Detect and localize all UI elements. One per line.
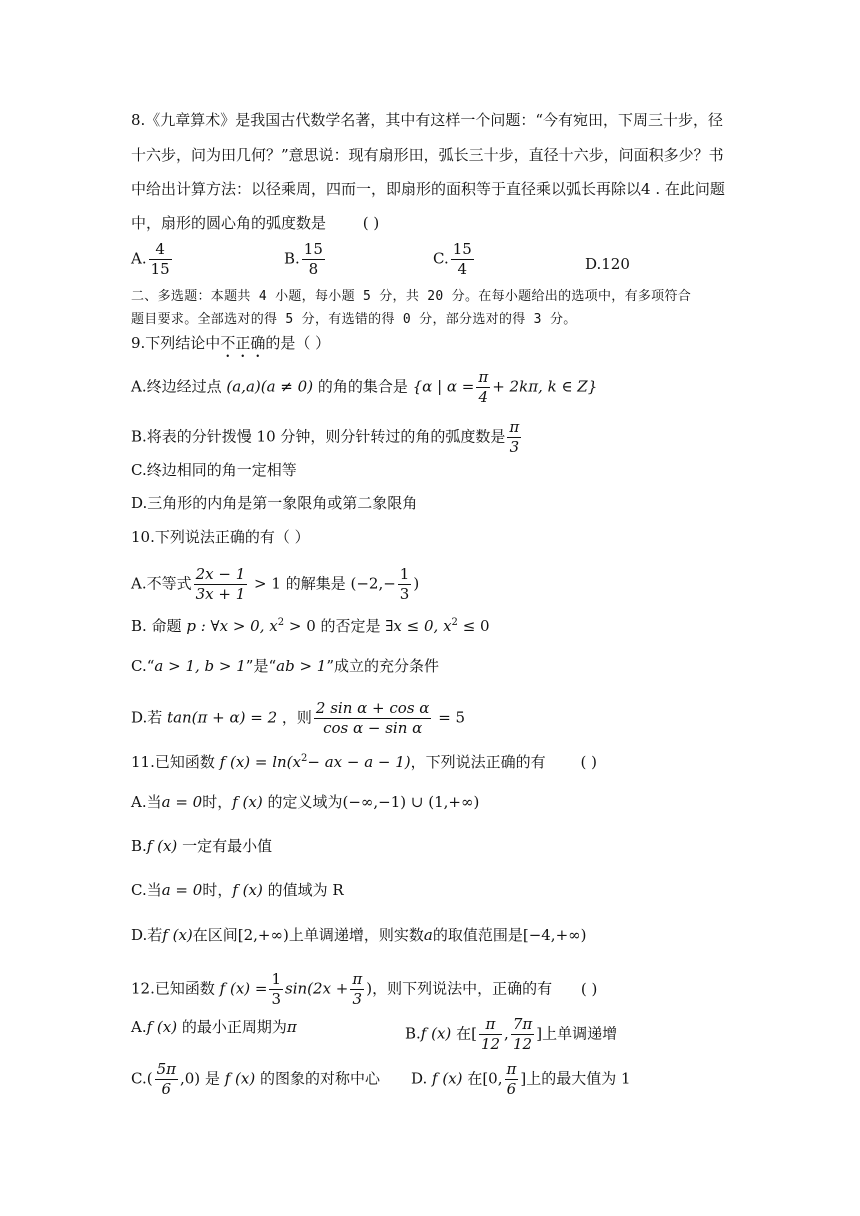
denominator: 12 — [480, 1035, 501, 1053]
text: A. — [131, 1018, 147, 1036]
text: 的取值范围是 — [432, 926, 523, 944]
denominator: 3 — [271, 990, 282, 1008]
answer-paren: ( ) — [580, 753, 597, 771]
text: A.不等式 — [131, 574, 192, 593]
numerator: 2x − 1 — [195, 565, 246, 583]
text: D.若 — [131, 926, 163, 944]
q8-line1: 8.《九章算术》是我国古代数学名著，其中有这样一个问题：“今有宛田，下周三十步，径 — [131, 111, 723, 129]
numerator: 7π — [512, 1015, 533, 1033]
text: D.若 — [131, 708, 163, 727]
text: 12.已知函数 — [131, 979, 215, 998]
math: f (x) — [146, 1018, 178, 1036]
text: 上的最大值为 1 — [526, 1069, 631, 1088]
q8-option-c — [433, 242, 476, 277]
text: ，下列说法正确的有 — [410, 753, 546, 771]
text: A.当 — [131, 793, 162, 811]
text: 在区间 — [192, 926, 238, 944]
math: p : ∀x > 0, x — [186, 617, 278, 635]
q9-stem-a: 9.下列结论中 — [131, 334, 221, 352]
numerator: 4 — [155, 240, 165, 258]
text: C.当 — [131, 881, 162, 899]
math: f (x) — [146, 837, 178, 855]
math: [2,+∞) — [237, 926, 289, 944]
q9-option-c: C.终边相同的角一定相等 — [131, 461, 297, 479]
math: ) — [366, 979, 373, 998]
math: tan(π + α) = 2 — [167, 708, 278, 727]
math: [−4,+∞) — [522, 926, 587, 944]
math: f (x) — [162, 926, 193, 944]
text: ”是“ — [245, 657, 277, 675]
math: f (x) = — [219, 979, 268, 998]
denominator: 8 — [302, 259, 325, 277]
math: f (x) — [420, 1024, 452, 1043]
section-heading-line2: 题目要求。全部选对的得 5 分，有选错的得 0 分，部分选对的得 3 分。 — [131, 312, 577, 327]
q8-line4-text: 中，扇形的圆心角的弧度数是 — [131, 214, 327, 232]
denominator: 6 — [505, 1079, 519, 1097]
fraction — [479, 1017, 502, 1052]
text: > 0 的否定是 — [288, 617, 381, 635]
math: (−2,− — [350, 574, 396, 593]
fraction — [302, 242, 325, 277]
q12-stem — [131, 972, 597, 1007]
math: ab > 1 — [276, 657, 327, 675]
denominator: cos α − sin α — [314, 718, 432, 736]
math: [0, — [482, 1069, 503, 1088]
text: 一定有最小值 — [182, 837, 273, 855]
numerator: 15 — [452, 240, 472, 258]
fraction — [505, 1062, 519, 1097]
option-label: B. — [284, 249, 300, 268]
math: f (x) — [432, 1069, 463, 1088]
fraction — [155, 1062, 178, 1097]
math: − ax − a − 1) — [307, 753, 411, 771]
q8-option-a — [131, 242, 174, 277]
math: {α | α = — [412, 377, 475, 396]
denominator: 3 — [350, 989, 364, 1007]
fraction — [398, 567, 412, 602]
q8-option-d: D.120 — [585, 255, 630, 273]
q9-stem-b: 的是（ ） — [265, 334, 331, 352]
q9-stem — [131, 333, 330, 361]
numerator: 1 — [399, 565, 410, 583]
fraction — [269, 972, 283, 1007]
text: ，则下列说法中，正确的有 — [372, 979, 553, 998]
fraction — [350, 972, 364, 1007]
q11-option-b — [131, 836, 272, 856]
q12-option-b: B.f (x) 在[ $\frac{\pi}{12}$ , $\frac{7\pi}{12}$ ]上单调递增 — [405, 1015, 618, 1053]
q12-option-c — [131, 1062, 380, 1097]
q10-option-b: B. 命题 p : ∀x > 0, $x^2 > 0$ 的否定是 ∃x ≤ 0, $x^2 \le 0$ — [131, 617, 490, 635]
q10-stem: 10.下列说法正确的有（ ） — [131, 528, 310, 546]
q9-option-a — [131, 370, 597, 405]
text: D. — [411, 1069, 428, 1088]
math: ) — [413, 574, 420, 593]
denominator: 15 — [150, 260, 170, 278]
math: + 2kπ, k ∈ Z} — [492, 377, 598, 396]
fraction — [451, 242, 474, 277]
text: 的定义域为 — [267, 793, 343, 811]
answer-paren: ( ) — [362, 214, 380, 232]
q10-option-a — [131, 567, 419, 602]
math: f (x) — [224, 1069, 256, 1088]
denominator: 3 — [507, 437, 521, 455]
numerator: π — [509, 418, 520, 436]
q8-line3: 中给出计算方法：以径乘周，四而一，即扇形的面积等于直径乘以弧长再除以4 . 在此问题 — [131, 180, 725, 198]
text: 的图象的对称中心 — [260, 1069, 381, 1088]
q10-option-c — [131, 656, 439, 676]
math: ] — [536, 1024, 543, 1043]
text: 时， — [202, 881, 233, 899]
option-label: A. — [131, 249, 147, 268]
math: a = 0 — [161, 793, 203, 811]
text: 时， — [202, 793, 233, 811]
text: 在 — [456, 1024, 472, 1043]
q11-option-d — [131, 925, 587, 945]
text: C.“ — [131, 657, 155, 675]
numerator: π — [485, 1015, 496, 1033]
math: ] — [520, 1069, 527, 1088]
q11-stem: 11.已知函数 f $(x) = \ln(x^2-$ ax − a − 1)，下列说法正确的有 ( ) — [131, 753, 597, 771]
math: f (x) — [232, 881, 263, 899]
option-label: C. — [433, 249, 449, 268]
text: B.将表的分针拨慢 10 分钟，则分针转过的角的弧度数是 — [131, 427, 506, 446]
fraction — [149, 242, 172, 277]
q8-line2: 十六步，问为田几何？”意思说：现有扇形田，弧长三十步，直径十六步，问面积多少？书 — [131, 146, 724, 164]
text: ，则 — [281, 708, 312, 727]
fraction — [511, 1017, 534, 1052]
text: B. 命题 — [131, 617, 182, 635]
numerator: π — [478, 368, 489, 386]
text: 在 — [467, 1069, 483, 1088]
text: A.终边经过点 — [131, 377, 222, 396]
denominator: 4 — [451, 259, 474, 277]
section-heading-line1: 二、多选题：本题共 4 小题，每小题 5 分，共 20 分。在每小题给出的选项中，有多项符合 — [131, 289, 692, 304]
q11-option-c — [131, 880, 344, 900]
text: B. — [131, 837, 147, 855]
denominator: 4 — [476, 387, 490, 405]
fraction — [476, 370, 490, 405]
text: 11.已知函数 — [131, 753, 215, 771]
math: [ — [471, 1024, 477, 1043]
text: B. — [405, 1024, 421, 1043]
q8-line4 — [131, 213, 379, 233]
math: a — [423, 926, 433, 944]
math: a = 0 — [161, 881, 203, 899]
text: 是 — [204, 1069, 220, 1088]
text: C. — [131, 1069, 147, 1088]
numerator: 1 — [271, 970, 282, 988]
denominator: 3x + 1 — [195, 585, 246, 603]
fraction — [314, 701, 432, 736]
numerator: 15 — [303, 240, 323, 258]
math: ,0) — [179, 1069, 201, 1088]
text: > 1 的解集是 — [254, 574, 346, 593]
fraction — [194, 567, 248, 602]
denominator: 3 — [399, 585, 410, 603]
q12-option-a — [131, 1017, 297, 1037]
math: (a,a)(a ≠ 0) — [226, 377, 314, 396]
math: ( — [146, 1069, 153, 1088]
text: 的值域为 R — [267, 881, 344, 899]
q9-emphasis: 不正确 — [220, 334, 266, 352]
q8-option-b — [284, 242, 327, 277]
answer-paren: ( ) — [580, 979, 598, 998]
math: ≤ 0 — [462, 617, 490, 635]
denominator: 6 — [155, 1079, 178, 1097]
math: a > 1, b > 1 — [154, 657, 246, 675]
q11-option-a — [131, 792, 479, 812]
q10-option-d — [131, 701, 465, 736]
fraction — [507, 420, 521, 455]
q9-option-d: D.三角形的内角是第一象限角或第二象限角 — [131, 494, 418, 512]
numerator: π — [506, 1060, 517, 1078]
numerator: 5π — [156, 1060, 176, 1078]
text: 上单调递增 — [542, 1024, 618, 1043]
q9-option-b — [131, 420, 523, 455]
math: f (x) = ln(x — [219, 753, 301, 771]
math: f (x) — [232, 793, 263, 811]
math: π — [286, 1018, 297, 1036]
numerator: π — [352, 970, 363, 988]
text: 上单调递增，则实数 — [288, 926, 424, 944]
math: (−∞,−1) ∪ (1,+∞) — [342, 793, 480, 811]
denominator: 12 — [511, 1034, 534, 1052]
math: = 5 — [438, 708, 466, 727]
text: 的角的集合是 — [317, 377, 408, 396]
math: ∃x ≤ 0, x — [385, 617, 452, 635]
q12-option-d — [411, 1062, 631, 1097]
math: sin(2x + — [285, 979, 349, 998]
numerator: 2 sin α + cos α — [315, 699, 430, 717]
text: ”成立的充分条件 — [326, 657, 439, 675]
text: 的最小正周期为 — [181, 1018, 287, 1036]
